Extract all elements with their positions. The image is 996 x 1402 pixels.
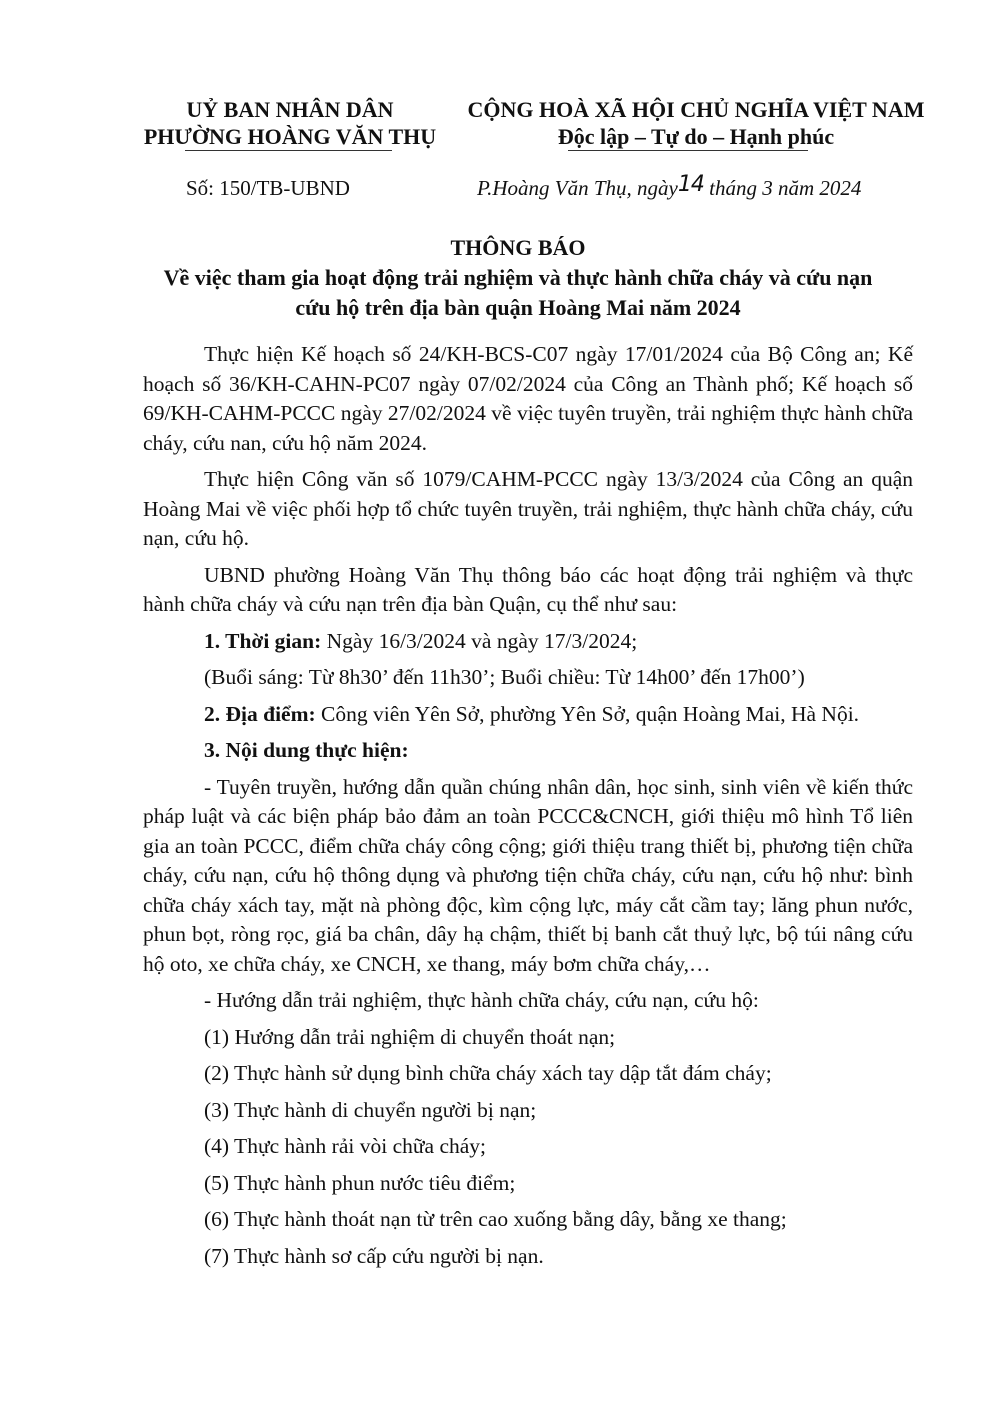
issuing-agency	[120, 96, 460, 150]
paragraph-3: UBND phường Hoàng Văn Thụ thông báo các hoạt động trải nghiệm và thực hành chữa cháy và cứu nạn trên địa bàn Quận, cụ thể như sau:	[143, 562, 913, 616]
title-subject-line-2: cứu hộ trên địa bàn quận Hoàng Mai năm 2024	[295, 295, 741, 320]
time-value: Ngày 16/3/2024 và ngày 17/3/2024;	[321, 628, 638, 653]
list-item: (4) Thực hành rải vòi chữa cháy;	[204, 1134, 486, 1158]
date-suffix: tháng 3 năm 2024	[709, 176, 862, 200]
time-detail: (Buổi sáng: Từ 8h30’ đến 11h30’; Buổi chiều: Từ 14h00’ đến 17h00’)	[204, 665, 805, 689]
paragraph-2: Thực hiện Công văn số 1079/CAHM-PCCC ngày 13/3/2024 của Công an quận Hoàng Mai về việc phối hợp tổ chức tuyên truyền, trải nghiệm, thực hành chữa cháy, cứu nạn, cứu hộ.	[143, 467, 913, 550]
agency-underline	[185, 150, 392, 151]
content-intro: - Hướng dẫn trải nghiệm, thực hành chữa cháy, cứu nạn, cứu hộ:	[204, 988, 759, 1012]
agency-line-2: PHƯỜNG HOÀNG VĂN THỤ	[143, 124, 437, 149]
handwritten-day: 14	[677, 172, 704, 197]
document-title	[120, 233, 916, 323]
document-body	[143, 340, 913, 1278]
time-section	[143, 627, 913, 657]
content-paragraph-1: - Tuyên truyền, hướng dẫn quần chúng nhân dân, học sinh, sinh viên về kiến thức pháp luật và các biện pháp bảo đảm an toàn PCCC&CNCH, giới thiệu mô hình Tổ liên gia an toàn PCCC, điểm chữa cháy công cộng; giới thiệu trang thiết bị, phương tiện chữa cháy, cứu nạn, cứu hộ thông dụng và phương tiện chữa cháy, cứu nạn, cứu hộ như: bình chữa cháy xách tay, mặt nà phòng độc, kìm cộng lực, máy cắt cầm tay; lăng phun nước, phun bọt, ròng rọc, giá ba chân, dây hạ chậm, thiết bị banh cắt thuỷ lực, bộ túi nâng cứu hộ oto, xe chữa cháy, xe CNCH, xe thang, máy bơm chữa cháy,…	[143, 774, 913, 976]
list-item: (6) Thực hành thoát nạn từ trên cao xuống bằng dây, bằng xe thang;	[204, 1207, 787, 1231]
list-item: (2) Thực hành sử dụng bình chữa cháy xách tay dập tắt đám cháy;	[204, 1061, 772, 1085]
title-main: THÔNG BÁO	[450, 235, 586, 260]
time-label: 1. Thời gian:	[204, 628, 322, 653]
list-item: (7) Thực hành sơ cấp cứu người bị nạn.	[204, 1243, 544, 1268]
place-section	[143, 700, 913, 730]
nation-line-1: CỘNG HOÀ XÃ HỘI CHỦ NGHĨA VIỆT NAM	[467, 97, 925, 122]
date-prefix: P.Hoàng Văn Thụ, ngày	[477, 176, 678, 200]
national-motto	[440, 96, 952, 150]
document-number: Số: 150/TB-UBND	[186, 176, 350, 200]
content-label: 3. Nội dung thực hiện:	[204, 738, 409, 762]
title-subject-line-1: Về việc tham gia hoạt động trải nghiệm và thực hành chữa cháy và cứu nạn	[163, 265, 873, 290]
list-item: (3) Thực hành di chuyển người bị nạn;	[204, 1097, 537, 1122]
paragraph-1: Thực hiện Kế hoạch số 24/KH-BCS-C07 ngày 17/01/2024 của Bộ Công an; Kế hoạch số 36/KH-CAHN-PC07 ngày 07/02/2024 của Công an Thành phố; Kế hoạch số 69/KH-CAHM-PCCC ngày 27/02/2024 về việc tuyên truyền, trải nghiệm thực hành chữa cháy, cứu nan, cứu hộ năm 2024.	[143, 342, 913, 455]
motto-underline	[568, 150, 808, 151]
place-label: 2. Địa điểm:	[204, 701, 316, 726]
place-date	[477, 172, 862, 201]
place-value: Công viên Yên Sở, phường Yên Sở, quận Hoàng Mai, Hà Nội.	[315, 701, 860, 726]
nation-line-2: Độc lập – Tự do – Hạnh phúc	[557, 124, 835, 149]
list-item: (1) Hướng dẫn trải nghiệm di chuyển thoát nạn;	[204, 1024, 616, 1049]
agency-line-1: UỶ BAN NHÂN DÂN	[186, 97, 394, 122]
list-item: (5) Thực hành phun nước tiêu điểm;	[204, 1170, 516, 1195]
